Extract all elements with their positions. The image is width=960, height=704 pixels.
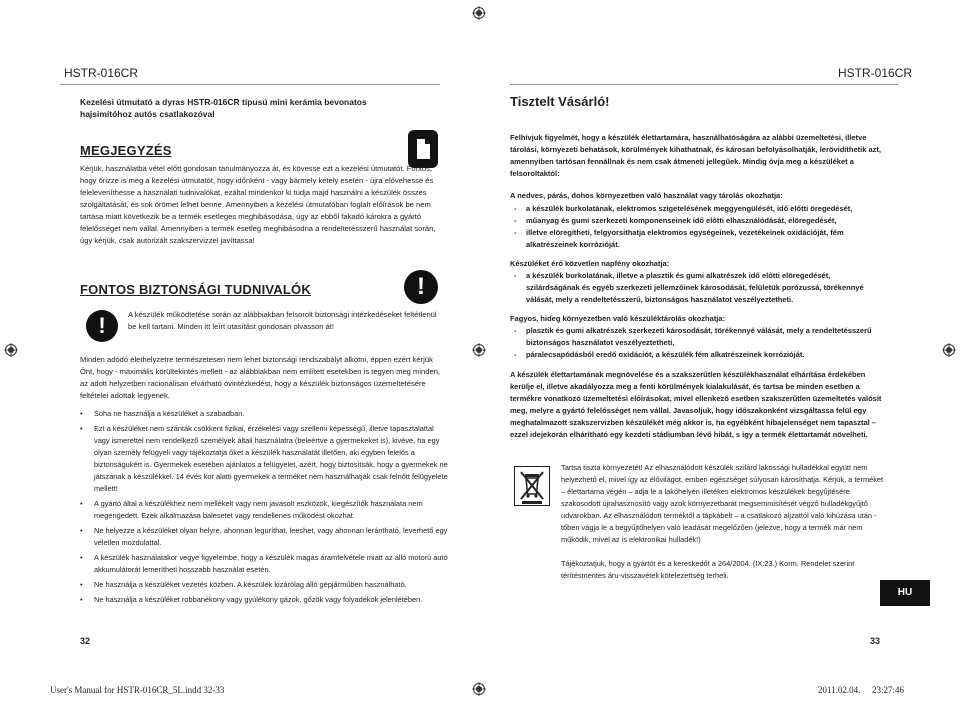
sun-heading: Készüléket érő közvetlen napfény okozhatja: [510,259,670,268]
header-rule-left [60,84,440,85]
registration-mark-icon [472,682,486,696]
page-number-left: 32 [80,636,91,646]
language-badge: HU [880,580,930,606]
footer-date: 2011.02.04. [818,685,861,695]
list-item: • A gyártó által a készülékhez nem mellékelt vagy nem javasolt eszközök, kiegészítők használata nem megengedett. Ezek alkalmazása balesetet vagy rendellenes működést okozhat. [80,498,448,522]
crossed-out-bin-icon [514,466,550,506]
right-intro: Felhívjuk figyelmét, hogy a készülék élettartamára, használhatóságára az alábbi üzemeltetési, illetve tárolási, környezeti behatások, körülmények kihathatnak, és károsan befolyásolhatják, lerövidíthetik azt, amennyiben tartósan fennállnak és nem csak átmeneti jellegűek. Mindig óvja meg a készüléket a felsoroltaktól: [510,133,881,178]
cold-list [510,325,886,361]
greeting: Tisztelt Vásárló! [510,94,610,109]
header-rule-right [510,84,898,85]
list-item: • Ezt a készüléket nem szánták csökkent fizikai, érzékelési vagy szellemi képességű, illetve tapasztalattal vagy ismerettel nem rendelkező személyek általi használatra (beleértve a gyermekeket is), kivéve, ha egy olyan személy felügyeli vagy tájékoztatja őket a készülék használatát illetően, aki egyben felelős a biztonságukért is. Gyermekek esetében ajánlatos a felügyelet, azért, hogy biztosítsák, hogy a gyermekek ne játszanak a készülékkel. 14 évés kor alatti gyermekek a terméket nem használhatják csak felnőtt felügyelete mellett! [80,423,448,495]
header-title-right: HSTR-016CR [838,66,913,80]
list-item: • Ne használja a készüléket robbanékony vagy gyúlékony gázok, gőzök vagy folyadékok jelenlétében. [80,594,448,606]
registration-mark-icon [942,343,956,357]
list-item: - plasztik és gumi alkatrészek szerkezeti károsodását, törékennyé válását, mely a rendeltetésszerű biztonságos használatot veszélyeztetheti, [510,325,886,349]
humid-heading: A nedves, párás, dohos környezetben való használat vagy tárolás okozhatja: [510,191,783,200]
sun-list [510,270,886,306]
page-number-right: 33 [870,636,881,646]
notes-text: Kérjük, használatba vétel előtt gondosan tanulmányozza át, és kövesse ezt a kezelési útmutatót. Fontos, hogy őrizze is meg a kezelési útmutatót, hogy időnként - vagy bármely kétely esetén - újra elővehesse és feleleveníthesse a használati tudnivalókat, ezáltal mindenkor ki tudja majd használni a készülék összes szolgáltatását, és sok örömet lelhet benne. Amennyiben a kezelési útmutatóban foglalt előírások be nem tartása miatt következik be a termék esetleges meghibásodása, úgy az ebből fakadó károkra a gyártó felelősséget nem vállal. Amennyiben a termék esetleg meghibásodna a rendeltetésszerű használat során, úgy kérjük, csak autorizált szakszervizzel javíttassa! [80,164,436,245]
safety-heading: FONTOS BIZTONSÁGI TUDNIVALÓK [80,282,311,297]
list-item: - műanyag és gumi szerkezeti komponenseinek idő előtti elhasználódását, elöregedését, [510,215,886,227]
list-item: • Ne helyezze a készüléket olyan helyre, ahonnan leguríthat, leeshet, vagy ahonnan lerántható, leverhető egy véletlen mozdulattal. [80,525,448,549]
header-title-left: HSTR-016CR [64,66,139,80]
footer-time: 23:27:46 [872,685,905,695]
notes-heading: MEGJEGYZÉS [80,143,172,158]
list-item: - páralecsapódásból eredő oxidációt, a készülék fém alkatrészeinek korrózióját. [510,349,886,361]
list-item: • A készülék használatakor vegye figyelembe, hogy a készülék magas áramfelvétele miatt az álló motorú autó akkumulátorát lemerítheti hosszabb használat esetén. [80,552,448,576]
warning-exclamation-icon: ! [404,270,438,304]
warning-text: A készülék élettartamának megnövelése és a szakszerűtlen készülékhasználat elhárítása érdekében kerülje el, illetve akadályozza meg a fenti körülmények kialakulását, és tartsa be minden esetben a termékre vonatkozó üzemeltetési előírásokat, mivel ellenkező esetben szakszerűtlen üzemeltetés valósít meg, melyre a gyártó felelősséget nem vállal. Javasoljuk, hogy időszakonként vizsgáltassa felül egy meghatalmazott szakszervizben készülékét még akkor is, ha egyébként hibajelenséget nem tapasztal – ezzel idejekorán elhárítható egy kezdeti stádiumban lévő hibát, s így a termék élettartamát növelheti. [510,370,882,439]
intro-title: Kezelési útmutató a dyras HSTR-016CR típusú mini kerámia bevonatos hajsimítóhoz autós csatlakozóval [80,97,367,119]
registration-mark-icon [472,6,486,20]
safety-bullet-list [80,408,448,609]
compliance-text: Tájékoztatjuk, hogy a gyártót és a kereskedőt a 264/2004. (IX:23.) Korm. Rendelet szerint térítésmentes áru-visszavételi kötelezettség terheli. [561,559,855,580]
registration-mark-icon [4,343,18,357]
list-item: - a készülék burkolatának, elektromos szigetelésének meggyengülését, idő előtti öregedését, [510,203,886,215]
list-item: • Ne használja a készüléket vezetés közben. A készülék kizárólag álló gépjárműben használható. [80,579,448,591]
cold-heading: Fagyos, hideg környezetben való készüléktárolás okozhatja: [510,314,726,323]
safety-lead: A készülék működtetése során az alábbiakban felsorolt biztonsági intézkedéseket feltétlenül be kell tartani. Minden itt leírt utasítást gondosan olvasson át! [128,310,437,331]
list-item: • Soha ne használja a készüléket a szabadban. [80,408,448,420]
safety-paragraph: Minden adódó élethelyzetre természetesen nem lehet biztonsági rendszabályt alkotni, éppen ezért kérjük Önt, hogy - maximális körültekintés mellett - az alábbiakban nem említett esetekben is tegyen meg minden, az adott helyzetben racionálisan elvárható óvintézkedést, hogy a készülék biztonságos üzemeltetésére feltételei adottak legyenek. [80,355,441,400]
warning-exclamation-icon: ! [86,310,118,342]
list-item: - a készülék burkolatának, illetve a plasztik és gumi alkatrészek idő előtti elöregedését, szilárdságának és egyéb szerkezeti jellemzőinek károsodását, felületük porózussá, törékennyé válását, mely a rendeltetésszerű, biztonságos használatot veszélyeztetheti. [510,270,886,306]
registration-mark-icon [472,343,486,357]
footer-file-info: User's Manual for HSTR-016CR_5L.indd 32-33 [50,685,225,695]
list-item: - illetve elöregítheti, felgyorsíthatja elektromos egységeinek, vezetékeinek oxidációját, fém alkatrészeinek korrózióját. [510,227,886,251]
recycle-text: Tartsa tiszta környezetét! Az elhasználódott készülék szilárd lakossági hulladékkal együtt nem helyezhető el, mivel így az élővilágot, emberi egészséget súlyosan károsíthatja. Kérjük, a terméket – élettartama végén – adja le a lakóhelyén illetékes elektromos készülékek begyűjtésére szakosodott újrahasznosító vagy azok környezetbarát megsemmisítését végző hulladékgyűjtő udvarokban. Az elhasználódott terméktől a tápkábelt – a csatlakozó aljzattól való kihúzása után - tőben vágja le a begyűjtőhelyen való leadását megelőzően (jelezve, hogy a termék már nem működik, mivel az is elektronikai hulladék!) [561,463,884,544]
humid-list [510,203,886,251]
